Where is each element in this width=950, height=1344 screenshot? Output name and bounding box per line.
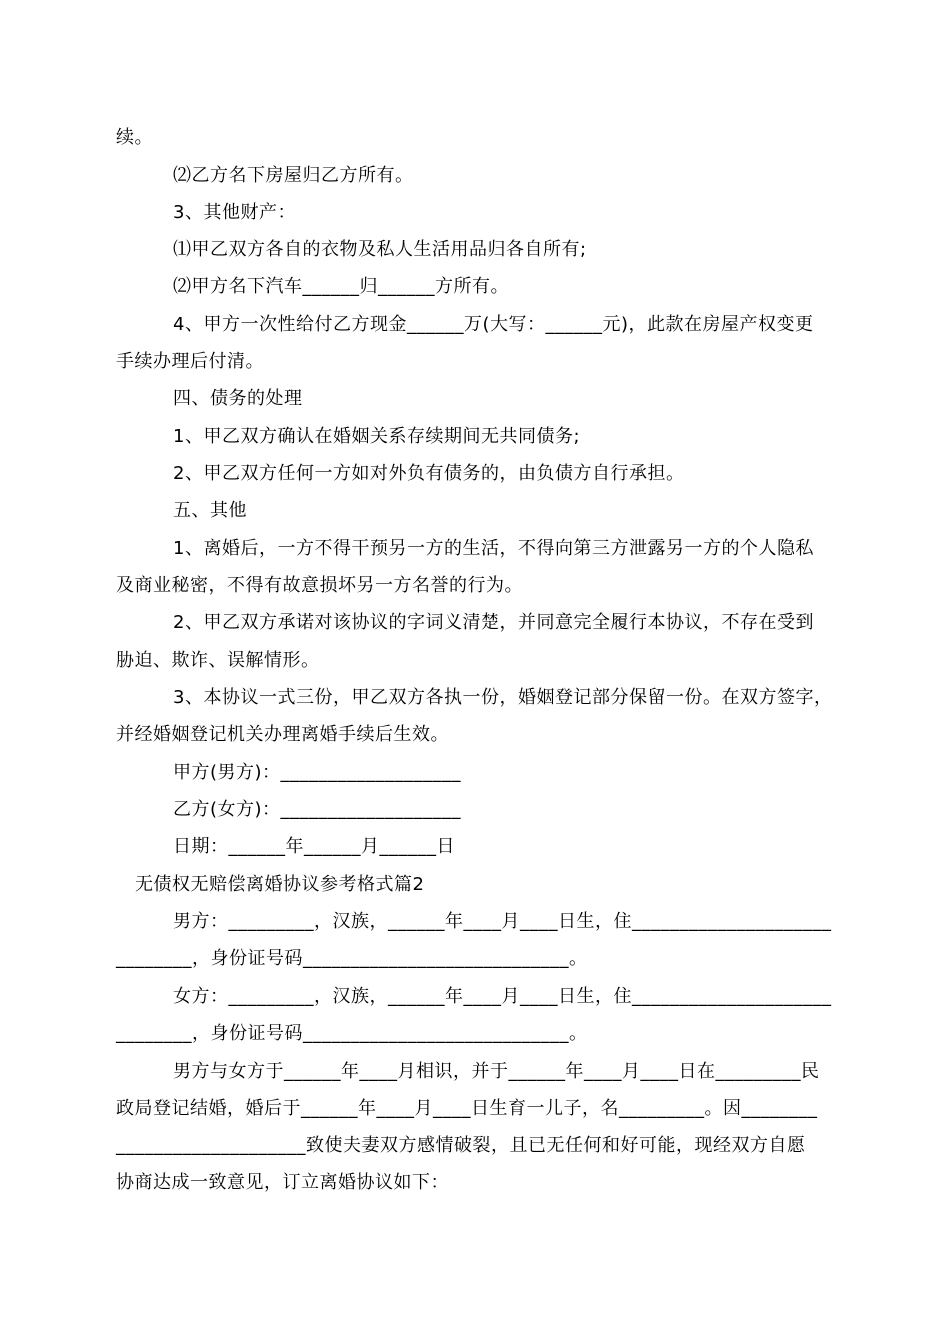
text-line: 协商达成一致意见，订立离婚协议如下： bbox=[116, 1172, 449, 1193]
text-line: 4、甲方一次性给付乙方现金______万(大写：______元)，此款在房屋产权变更 bbox=[173, 314, 814, 335]
text-line: ⑴甲乙双方各自的衣物及私人生活用品归各自所有; bbox=[173, 239, 587, 260]
text-line: 2、甲乙双方承诺对该协议的字词义清楚，并同意完全履行本协议，不存在受到 bbox=[173, 612, 814, 633]
text-line: 胁迫、欺诈、误解情形。 bbox=[116, 650, 320, 671]
text-line: ________，身份证号码____________________________。 bbox=[116, 948, 588, 969]
text-line: 1、离婚后，一方不得干预另一方的生活，不得向第三方泄露另一方的个人隐私 bbox=[173, 538, 814, 559]
text-line: 3、其他财产： bbox=[173, 202, 296, 223]
text-line: 并经婚姻登记机关办理离婚手续后生效。 bbox=[116, 724, 449, 745]
text-line: 女方：_________，汉族，______年____月____日生，住_____________________ bbox=[173, 986, 832, 1007]
signature-line-party-a: 甲方(男方)：___________________ bbox=[173, 762, 462, 783]
text-line: ____________________致使夫妻双方感情破裂，且已无任何和好可能，现经双方自愿 bbox=[116, 1135, 806, 1156]
text-line: ⑵甲方名下汽车______归______方所有。 bbox=[173, 276, 509, 297]
text-line: ________，身份证号码____________________________。 bbox=[116, 1023, 588, 1044]
text-line: 男方与女方于______年____月相识，并于______年____月____日在_________民 bbox=[173, 1061, 820, 1082]
text-line: 手续办理后付清。 bbox=[116, 351, 264, 372]
text-line: 3、本协议一式三份，甲乙双方各执一份，婚姻登记部分保留一份。在双方签字， bbox=[173, 687, 833, 708]
text-line: 2、甲乙双方任何一方如对外负有债务的，由负债方自行承担。 bbox=[173, 463, 685, 484]
text-line: 续。 bbox=[116, 127, 153, 148]
text-line: 及商业秘密，不得有故意损坏另一方名誉的行为。 bbox=[116, 575, 523, 596]
date-line: 日期：______年______月______日 bbox=[173, 836, 455, 857]
signature-line-party-b: 乙方(女方)：___________________ bbox=[173, 799, 462, 820]
text-line: 1、甲乙双方确认在婚姻关系存续期间无共同债务; bbox=[173, 426, 581, 447]
article-title: 无债权无赔偿离婚协议参考格式篇2 bbox=[135, 874, 425, 895]
text-line: ⑵乙方名下房屋归乙方所有。 bbox=[173, 165, 414, 186]
section-heading: 四、债务的处理 bbox=[173, 388, 303, 409]
text-line: 男方：_________，汉族，______年____月____日生，住_____________________ bbox=[173, 911, 832, 932]
text-line: 政局登记结婚，婚后于______年____月____日生育一儿子，名_________。因________ bbox=[116, 1098, 818, 1119]
section-heading: 五、其他 bbox=[173, 500, 247, 521]
